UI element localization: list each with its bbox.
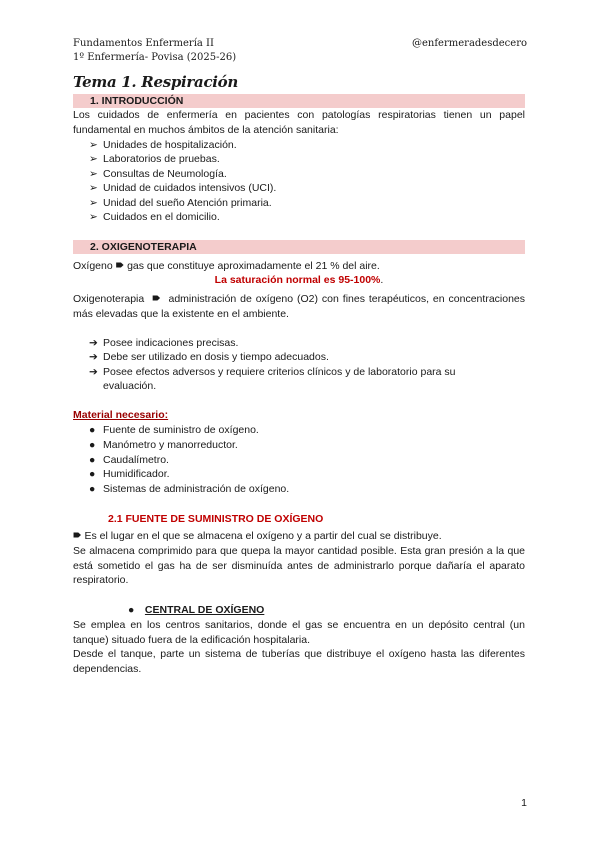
list-item: ● Humidificador.: [89, 468, 170, 480]
saturacion-highlight: La saturación normal es 95-100%.: [214, 274, 384, 286]
right-arrow-icon: 🠶: [73, 530, 82, 542]
fuente-definition: 🠶 Es el lugar en el que se almacena el oxígeno y a partir del cual se distribuye.: [73, 530, 442, 542]
bullet-icon: ●: [89, 424, 96, 436]
arrowhead-icon: ➢: [89, 168, 98, 180]
bullet-icon: ●: [89, 454, 96, 466]
material-heading: Material necesario:: [73, 409, 169, 421]
arrow-icon: ➔: [89, 337, 98, 349]
bullet-icon: ●: [128, 604, 135, 616]
central-paragraph-2: Desde el tanque, parte un sistema de tuberías que distribuye el oxígeno hasta las diferentes dependencias.: [73, 648, 525, 675]
course-name: Fundamentos Enfermería II: [73, 38, 214, 49]
arrowhead-icon: ➢: [89, 197, 98, 209]
list-item: ➢ Cuidados en el domicilio.: [89, 211, 220, 223]
list-item: ● Fuente de suministro de oxígeno.: [89, 424, 259, 436]
author-handle: @enfermeradesdecero: [412, 38, 527, 49]
page-header-left: [73, 37, 236, 65]
right-arrow-icon: 🠶: [148, 293, 165, 305]
arrow-icon: ➔: [89, 366, 98, 378]
oxigenoterapia-definition: Oxigenoterapia 🠶 administración de oxígeno (O2) con fines terapéuticos, en concentraciones más elevadas que la existente en el ambiente.: [73, 293, 526, 320]
page-title: Tema 1. Respiración: [73, 73, 238, 91]
arrow-icon: ➔: [89, 351, 98, 363]
subsection-heading-fuente: 2.1 FUENTE DE SUMINISTRO DE OXÍGENO: [108, 513, 324, 525]
list-item: ➔ Debe ser utilizado en dosis y tiempo adecuados.: [89, 351, 329, 363]
intro-paragraph: Los cuidados de enfermería en pacientes con patologías respiratorias tienen un papel fundamental en muchos ámbitos de la atención sanitaria:: [73, 109, 525, 136]
list-item: ➔ Posee efectos adversos y requiere criterios clínicos y de laboratorio para su: [89, 366, 456, 378]
arrowhead-icon: ➢: [89, 182, 98, 194]
arrowhead-icon: ➢: [89, 211, 98, 223]
list-item: ➢ Unidad de cuidados intensivos (UCI).: [89, 182, 277, 194]
list-item-continuation: evaluación.: [103, 380, 157, 392]
arrowhead-icon: ➢: [89, 153, 98, 165]
list-item: ● Caudalímetro.: [89, 454, 169, 466]
page-number: 1: [521, 797, 527, 809]
list-item: ➢ Laboratorios de pruebas.: [89, 153, 220, 165]
bullet-icon: ●: [89, 483, 96, 495]
bullet-icon: ●: [89, 468, 96, 480]
fuente-paragraph: Se almacena comprimido para que quepa la mayor cantidad posible. Esta gran presión a la que está sometido el gas ha de ser disminuída antes de administrarlo porque dañaría el aparato respiratorio.: [73, 545, 525, 587]
list-item: ➢ Consultas de Neumología.: [89, 168, 227, 180]
list-item: ● Sistemas de administración de oxígeno.: [89, 483, 290, 495]
right-arrow-icon: 🠶: [115, 260, 125, 272]
bullet-icon: ●: [89, 439, 96, 451]
list-item: ● Manómetro y manorreductor.: [89, 439, 238, 451]
list-item: ➔ Posee indicaciones precisas.: [89, 337, 239, 349]
central-heading: ● CENTRAL DE OXÍGENO: [128, 604, 265, 616]
section-heading-introduccion: 1. INTRODUCCIÓN: [90, 95, 184, 107]
course-group: 1º Enfermería- Povisa (2025-26): [73, 52, 237, 63]
list-item: ➢ Unidades de hospitalización.: [89, 139, 237, 151]
section-heading-oxigenoterapia: 2. OXIGENOTERAPIA: [90, 241, 197, 253]
oxigeno-definition: Oxígeno 🠶 gas que constituye aproximadamente el 21 % del aire.: [73, 260, 380, 272]
arrowhead-icon: ➢: [89, 139, 98, 151]
list-item: ➢ Unidad del sueño Atención primaria.: [89, 197, 272, 209]
central-paragraph-1: Se emplea en los centros sanitarios, donde el gas se encuentra en un depósito central (un tanque) situado fuera de la edificación hospitalaria.: [73, 619, 525, 646]
